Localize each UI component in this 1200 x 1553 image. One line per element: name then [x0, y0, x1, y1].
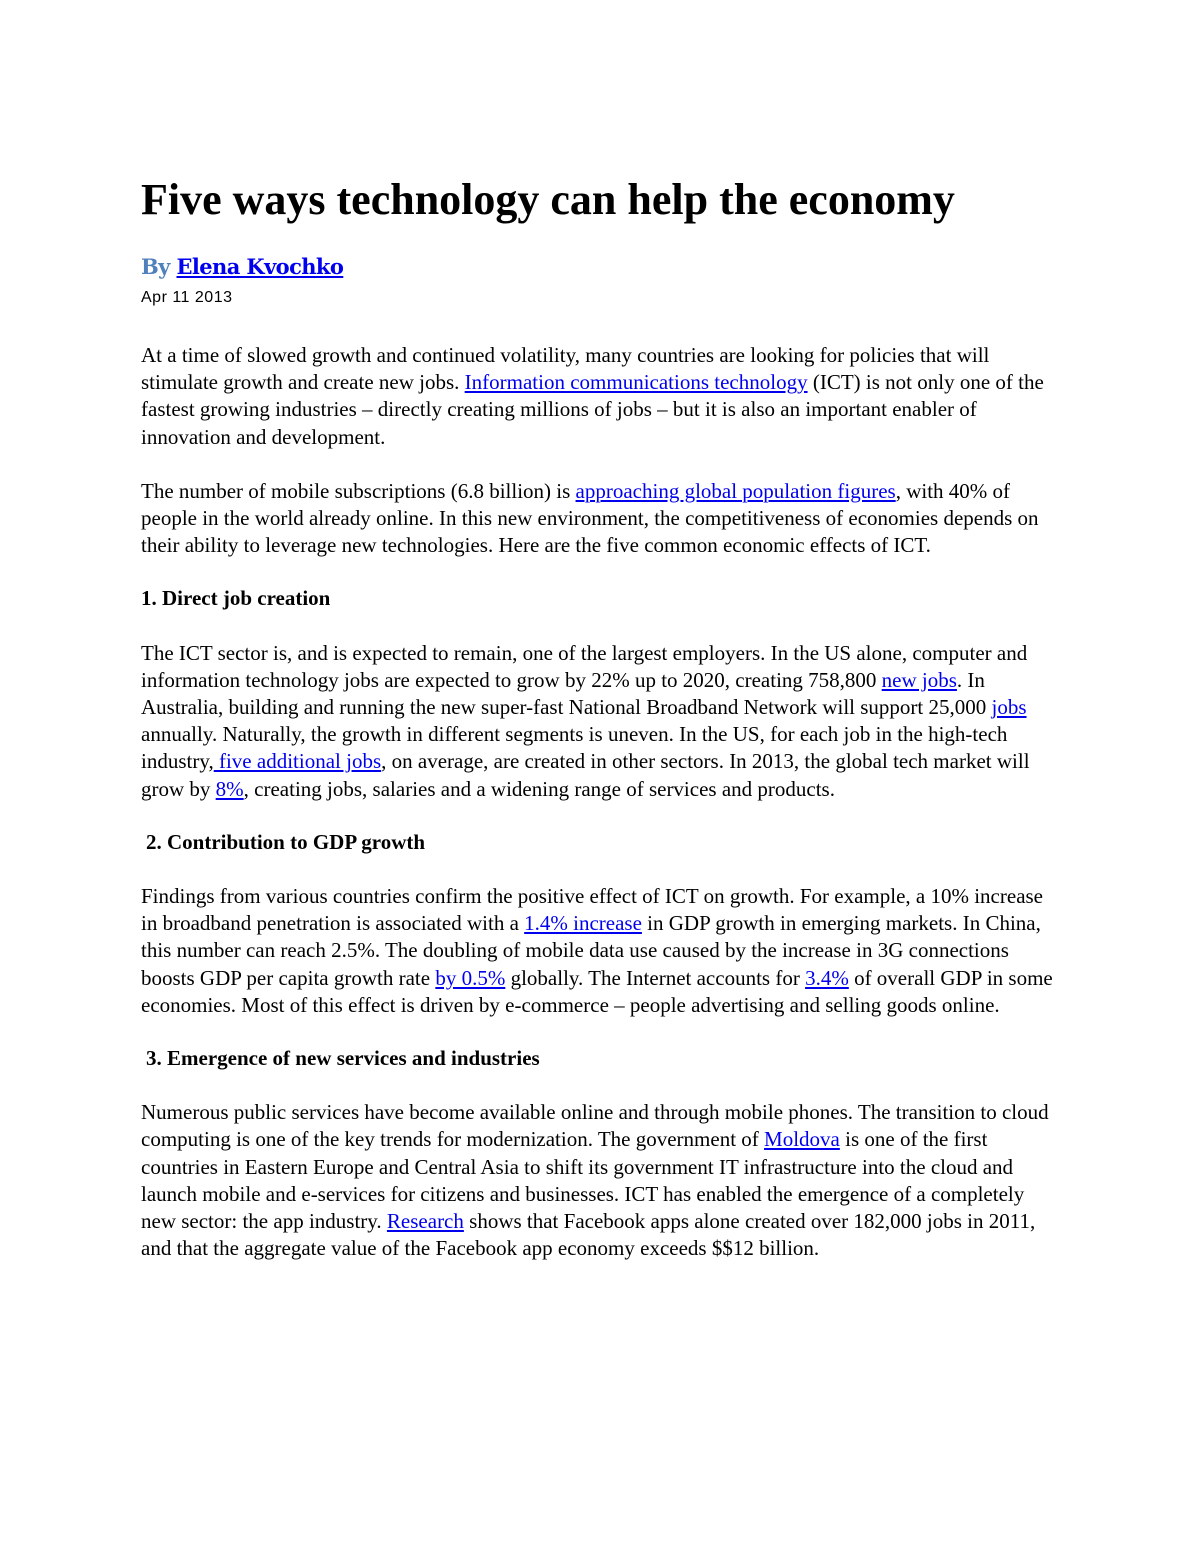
link-new-jobs[interactable]: new jobs: [881, 667, 957, 692]
text-run: in GDP growth in emerging markets. In China, this number can reach 2.5%. The doubling of mobile data use caused by the increase in 3G connections boosts GDP per capita growth rate: [141, 911, 1041, 990]
text-run: , creating jobs, salaries and a widening range of services and products.: [243, 776, 835, 801]
intro-paragraph-1: [141, 342, 1061, 451]
link-jobs[interactable]: jobs: [991, 695, 1027, 720]
text-run: (ICT) is not only one of the fastest growing industries – directly creating millions of jobs – but it is also an important enabler of innovation and development.: [141, 370, 1044, 449]
link-moldova[interactable]: Moldova: [764, 1127, 840, 1152]
text-run: , on average, are created in other sectors. In 2013, the global tech market will grow by: [141, 749, 1030, 801]
text-run: globally. The Internet accounts for: [505, 965, 806, 990]
text-run: Numerous public services have become available online and through mobile phones. The transition to cloud computing is one of the key trends for modernization. The government of: [141, 1100, 1049, 1152]
text-run: annually. Naturally, the growth in different segments is uneven. In the US, for each job in the high-tech industry,: [141, 722, 1008, 774]
byline: [141, 252, 1061, 282]
text-run: Findings from various countries confirm the positive effect of ICT on growth. For example, a 10% increase in broadband penetration is associated with a: [141, 884, 1044, 936]
byline-prefix: By: [141, 254, 170, 279]
publish-date: Apr 11 2013: [141, 289, 233, 306]
text-run: of overall GDP in some economies. Most of this effect is driven by e-commerce – people advertising and selling goods online.: [141, 965, 1053, 1017]
text-run: is one of the first countries in Eastern Europe and Central Asia to shift its government IT infrastructure into the cloud and launch mobile and e-services for citizens and businesses. ICT has enabled the emergence of a completely new sector: the app industry.: [141, 1127, 1025, 1234]
link-1-4-percent-increase[interactable]: 1.4% increase: [524, 911, 642, 936]
section-2-paragraph: [141, 883, 1061, 1019]
section-heading-1: 1. Direct job creation: [141, 586, 331, 611]
link-five-additional-jobs[interactable]: five additional jobs: [213, 749, 382, 774]
text-run: The ICT sector is, and is expected to remain, one of the largest employers. In the US alone, computer and information technology jobs are expected to grow by 22% up to 2020, creating 758,800: [141, 640, 1028, 692]
section-3-paragraph: [141, 1099, 1061, 1262]
section-heading-3: 3. Emergence of new services and industries: [146, 1046, 540, 1071]
document-page: [141, 172, 1061, 1262]
text-run: , with 40% of people in the world already online. In this new environment, the competitiveness of economies depends on their ability to leverage new technologies. Here are the five common economic effects of ICT.: [141, 478, 1039, 558]
link-3-4-percent[interactable]: 3.4%: [805, 965, 849, 990]
section-1-paragraph: [141, 640, 1061, 803]
text-run: The number of mobile subscriptions (6.8 billion) is: [141, 478, 576, 503]
link-ict[interactable]: Information communications technology: [464, 370, 808, 395]
article-title: Five ways technology can help the economy: [141, 175, 955, 224]
text-run: shows that Facebook apps alone created over 182,000 jobs in 2011, and that the aggregate value of the Facebook app economy exceeds $$12 billion.: [141, 1209, 1036, 1261]
text-run: . In Australia, building and running the new super-fast National Broadband Network will support 25,000: [141, 667, 992, 720]
link-research[interactable]: Research: [386, 1209, 464, 1234]
text-run: At a time of slowed growth and continued volatility, many countries are looking for policies that will stimulate growth and create new jobs.: [141, 343, 990, 395]
link-population-figures[interactable]: approaching global population figures: [575, 478, 896, 503]
author-link[interactable]: Elena Kvochko: [176, 254, 344, 279]
section-heading-2: 2. Contribution to GDP growth: [146, 829, 426, 854]
link-8-percent[interactable]: 8%: [215, 776, 244, 801]
intro-paragraph-2: [141, 478, 1061, 560]
link-by-0-5-percent[interactable]: by 0.5%: [435, 965, 506, 990]
